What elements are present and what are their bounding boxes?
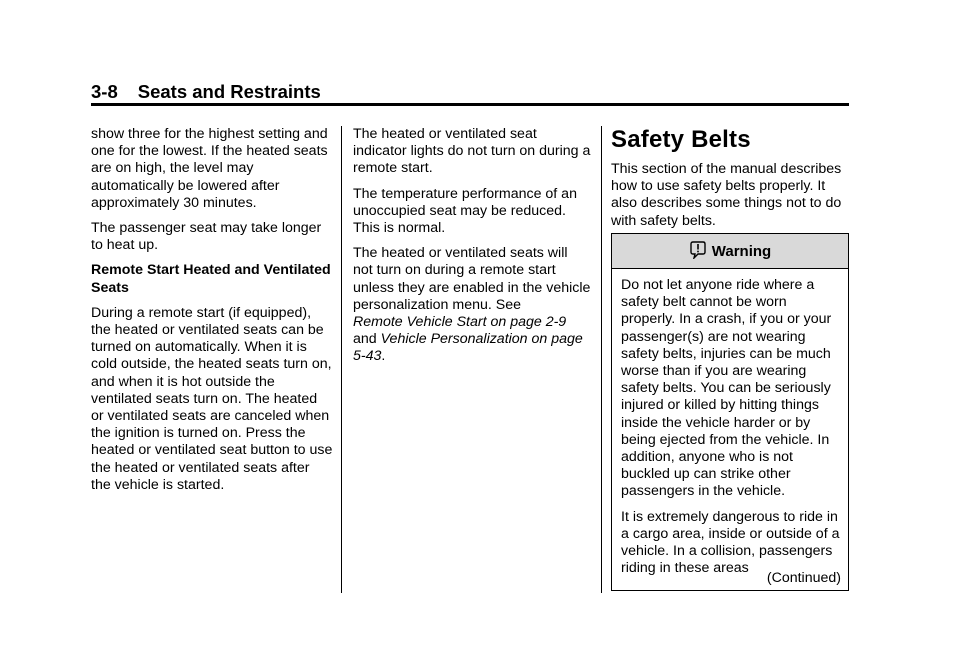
- page-header: [91, 81, 849, 107]
- warning-title: Warning: [711, 242, 772, 260]
- vehicle-personalization-link[interactable]: Vehicle Personalization on page 5-43: [353, 331, 583, 365]
- period: .: [381, 348, 386, 365]
- column-divider-2: [601, 126, 602, 593]
- col2-paragraph-3-text: The heated or ventilated seats will not turn on during a remote start unless they are enabled in the vehicle personalization menu. See: [353, 245, 591, 313]
- col2-paragraph-2: The temperature performance of an unoccupied seat may be reduced. This is normal.: [353, 185, 577, 237]
- col2-paragraph-1: The heated or ventilated seat indicator lights do not turn on during a remote start.: [353, 126, 591, 177]
- column-3: [611, 126, 851, 238]
- remote-vehicle-start-link[interactable]: Remote Vehicle Start on page 2-9: [353, 314, 567, 331]
- col1-paragraph-1: show three for the highest setting and one for the lowest. If the heated seats are on high, the level may automatically be lowered after approximately 30 minutes.: [91, 126, 328, 211]
- warning-symbol-icon: [689, 241, 707, 259]
- warning-box: [611, 233, 849, 591]
- header-text: [91, 81, 849, 103]
- chapter-title: Seats and Restraints: [137, 81, 321, 102]
- safety-belts-intro: This section of the manual describes how to use safety belts properly. It also describes some things not to do with safety belts.: [611, 161, 842, 229]
- col2-paragraph-3: [353, 245, 591, 365]
- section-title: Safety Belts: [611, 126, 751, 153]
- col1-paragraph-2: The passenger seat may take longer to heat up.: [91, 220, 322, 254]
- warning-paragraph-2: It is extremely dangerous to ride in a cargo area, inside or outside of a vehicle. In a collision, passengers riding in these areas: [621, 508, 840, 577]
- header-rule: [91, 103, 849, 106]
- column-2: [353, 126, 591, 374]
- continued-label: (Continued): [766, 570, 841, 586]
- column-1: [91, 126, 333, 502]
- warning-body: [612, 269, 848, 577]
- col1-paragraph-3: During a remote start (if equipped), the heated or ventilated seats can be turned on automatically. When it is cold outside, the heated seats turn on, and when it is hot outside the ventilated seats turn on. The heated or ventilated seats are canceled when the ignition is turned on. Press the heated or ventilated seat button to use the heated or ventilated seats after the vehicle is started.: [91, 304, 333, 493]
- and-text: and: [353, 331, 377, 348]
- page-number: 3-8: [91, 81, 118, 102]
- remote-start-subheading: Remote Start Heated and Ventilated Seats: [91, 262, 331, 296]
- warning-paragraph-1: Do not let anyone ride where a safety belt cannot be worn properly. In a crash, if you or your passenger(s) are not wearing safety belts, injuries can be much worse than if you are wearing safety belts. You can be seriously injured or killed by hitting things inside the vehicle harder or by being ejected from the vehicle. In addition, anyone who is not buckled up can strike other passengers in the vehicle.: [621, 277, 832, 500]
- warning-header: [612, 234, 848, 269]
- column-divider-1: [341, 126, 342, 593]
